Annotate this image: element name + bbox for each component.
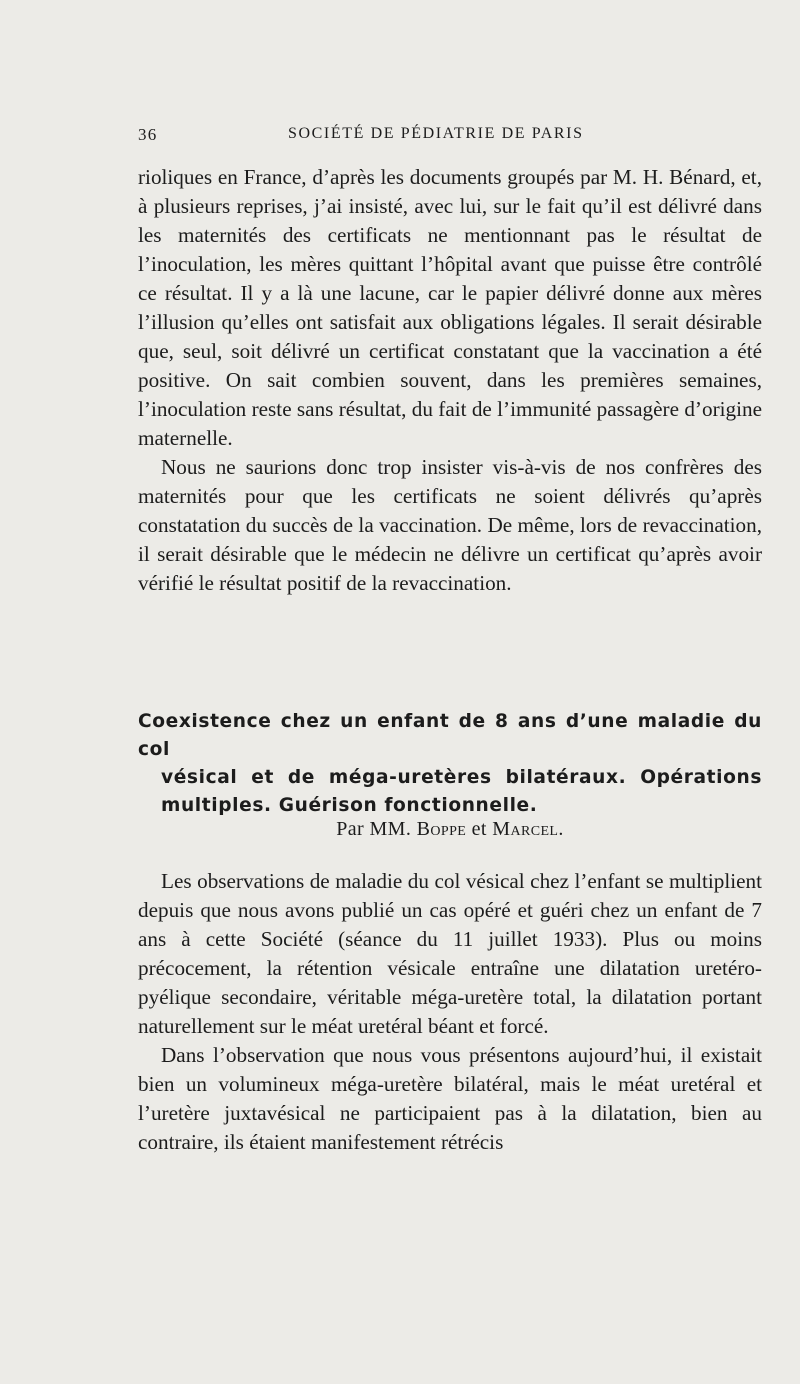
byline-author-2: Marcel. bbox=[492, 818, 564, 840]
running-header bbox=[138, 125, 762, 149]
article-title-line-3: multiples. Guérison fonctionnelle. bbox=[161, 795, 538, 816]
byline-author-1: Boppe bbox=[416, 818, 467, 840]
article-byline bbox=[138, 818, 762, 841]
continuation-text bbox=[138, 163, 762, 598]
article-paragraph-1: Les observations de maladie du col vésical chez l’enfant se multiplient depuis que nous avons publié un cas opéré et guéri chez un enfant de 7 ans à cette Société (séance du 11 juillet 1933). Plus ou moins précocement, la rétention vésicale entraîne une dilatation uretéro-pyélique secondaire, véritable méga-uretère total, la dilatation portant naturellement sur le méat uretéral béant et forcé. bbox=[138, 869, 762, 1038]
byline-conjunction: et bbox=[471, 818, 487, 840]
page-number: 36 bbox=[138, 125, 158, 144]
article-title bbox=[138, 708, 762, 820]
continuation-paragraph-2: Nous ne saurions donc trop insister vis-à-vis de nos confrères des maternités pour que les certificats ne soient délivrés qu’après constatation du succès de la vaccination. De même, lors de revaccination, il serait désirable que le médecin ne délivre un certificat qu’après avoir vérifié le résultat positif de la revaccination. bbox=[138, 455, 762, 595]
journal-title: SOCIÉTÉ DE PÉDIATRIE DE PARIS bbox=[288, 125, 584, 142]
article-title-line-2: vésical et de méga-uretères bilatéraux. Opérations bbox=[161, 767, 762, 788]
continuation-paragraph-1: rioliques en France, d’après les documents groupés par M. H. Bénard, et, à plusieurs reprises, j’ai insisté, avec lui, sur le fait qu’il est délivré dans les maternités des certificats ne mentionnant pas le résultat de l’inoculation, les mères quittant l’hôpital avant que puisse être contrôlé ce résultat. Il y a là une lacune, car le papier délivré donne aux mères l’illusion qu’elles ont satisfait aux obligations légales. Il serait désirable que, seul, soit délivré un certificat constatant que la vaccination a été positive. On sait combien souvent, dans les premières semaines, l’inoculation reste sans résultat, du fait de l’immunité passagère d’origine maternelle. bbox=[138, 165, 762, 450]
article-body bbox=[138, 867, 762, 1157]
byline-prefix: Par MM. bbox=[336, 818, 412, 840]
article-title-line-1: Coexistence chez un enfant de 8 ans d’une maladie du col bbox=[138, 711, 762, 760]
article-paragraph-2: Dans l’observation que nous vous présentons aujourd’hui, il existait bien un volumineux méga-uretère bilatéral, mais le méat uretéral et l’uretère juxtavésical ne participaient pas à la dilatation, bien au contraire, ils étaient manifestement rétrécis bbox=[138, 1043, 762, 1154]
